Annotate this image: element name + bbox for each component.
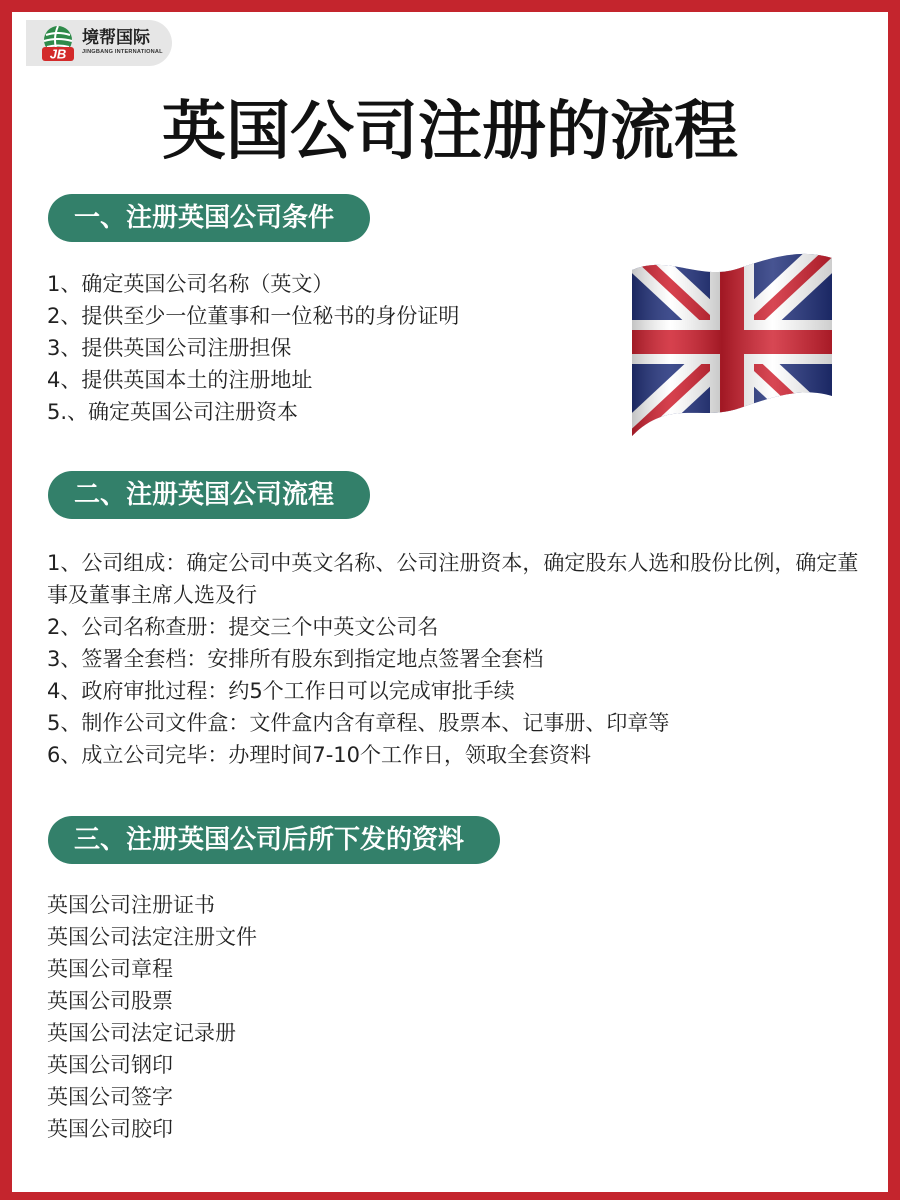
- list-item: 3、签署全套档：安排所有股东到指定地点签署全套档: [47, 647, 544, 671]
- section-heading-documents: 三、注册英国公司后所下发的资料: [48, 816, 500, 864]
- list-item: 2、提供至少一位董事和一位秘书的身份证明: [47, 304, 460, 328]
- list-item: 4、政府审批过程：约5个工作日可以完成审批手续: [47, 679, 515, 703]
- list-item: 英国公司签字: [47, 1085, 173, 1109]
- list-item: 英国公司注册证书: [47, 893, 215, 917]
- uk-flag-icon: [630, 248, 834, 438]
- documents-list: [47, 889, 257, 1145]
- section-heading-process: 二、注册英国公司流程: [48, 471, 370, 519]
- brand-name-en: JINGBANG INTERNATIONAL: [82, 49, 163, 56]
- list-item: 5、制作公司文件盒：文件盒内含有章程、股票本、记事册、印章等: [47, 711, 670, 735]
- list-item: 5.、确定英国公司注册资本: [47, 400, 299, 424]
- list-item: 英国公司章程: [47, 957, 173, 981]
- list-item: 英国公司股票: [47, 989, 173, 1013]
- list-item: 1、确定英国公司名称（英文）: [47, 272, 334, 296]
- page-title: 英国公司注册的流程: [162, 95, 738, 169]
- brand-name: 境帮国际: [82, 28, 150, 49]
- process-list: [47, 547, 862, 771]
- list-item: 英国公司钢印: [47, 1053, 173, 1077]
- list-item: 6、成立公司完毕：办理时间7-10个工作日，领取全套资料: [47, 743, 592, 767]
- logo-mark-letters: JB: [49, 46, 67, 62]
- list-item: 英国公司胶印: [47, 1117, 173, 1141]
- list-item: 1、公司组成：确定公司中英文名称、公司注册资本，确定股东人选和股份比例，确定董事及董事主席人选及行: [47, 551, 859, 607]
- list-item: 英国公司法定记录册: [47, 1021, 236, 1045]
- list-item: 2、公司名称查册：提交三个中英文公司名: [47, 615, 439, 639]
- brand-logo: [26, 20, 172, 66]
- section-heading-conditions: 一、注册英国公司条件: [48, 194, 370, 242]
- conditions-list: [47, 268, 459, 428]
- list-item: 4、提供英国本土的注册地址: [47, 368, 313, 392]
- globe-icon: [38, 23, 78, 63]
- list-item: 英国公司法定注册文件: [47, 925, 257, 949]
- list-item: 3、提供英国公司注册担保: [47, 336, 292, 360]
